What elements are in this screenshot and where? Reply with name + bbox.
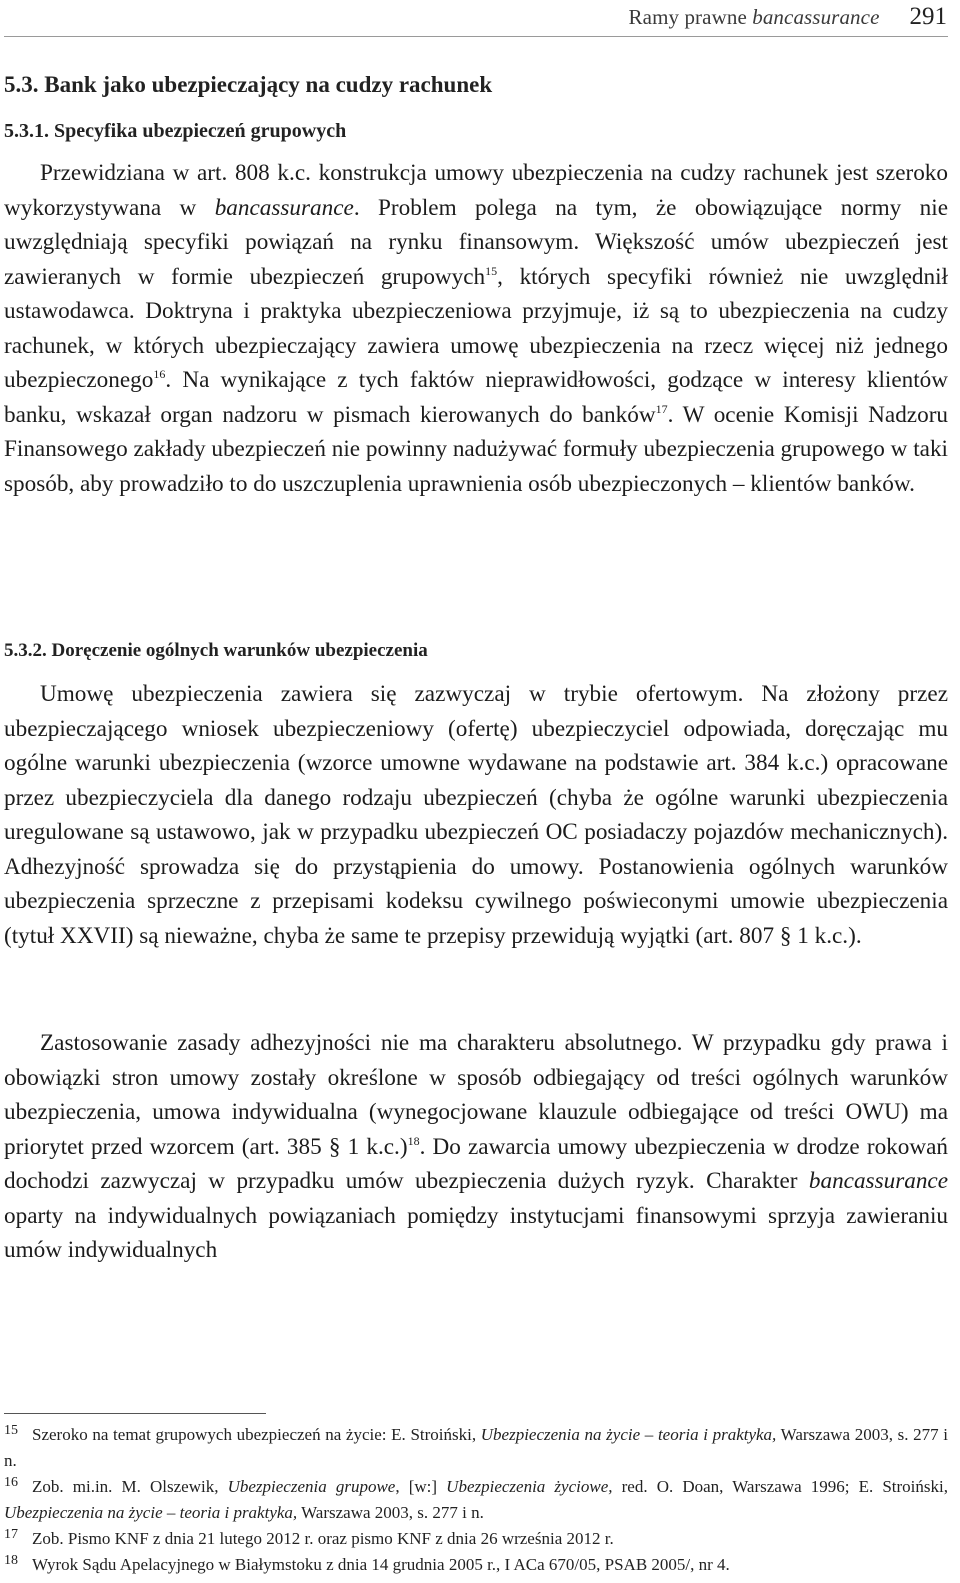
p3-text-1: Zastosowanie zasady adhezyjności nie ma charakteru absolutnego. W przypadku gdy prawa i obowiązki stron umowy zostały określone w sposób odbiegający od treści ogólnych warunków ubezpieczenia, umowa indywidualna (wynegocjowane klauzule odbiegające od treści OWU) ma priorytet przed wzorcem (art. 385 § 1 k.c.)	[4, 1030, 948, 1160]
footnote-ref-17[interactable]: 17	[655, 401, 668, 416]
p1-italic-term: bancassurance	[214, 194, 354, 221]
paragraph-3	[4, 1026, 948, 1268]
p1-text-3: , których specyfiki również nie uwzględnił ustawodawca. Doktryna i praktyka ubezpieczeniowa przyjmuje, iż są to ubezpieczenia na cudzy rachunek, w których ubezpieczający zawiera umowę ubezpieczenia na rzecz więcej niż jednego ubezpieczonego	[4, 263, 948, 393]
p1-text-4: . Na wynikające z tych faktów nieprawidłowości, godzące w interesy klientów banku, wskazał organ nadzoru w pismach kierowanych do banków	[4, 367, 948, 428]
footnote-16	[4, 1474, 948, 1526]
footnote-text: Zob. Pismo KNF z dnia 21 lutego 2012 r. oraz pismo KNF z dnia 26 września 2012 r.	[32, 1529, 614, 1548]
footnote-text: Warszawa 2003, s. 277 i n.	[4, 1425, 949, 1470]
footnote-text: red. O. Doan, Warszawa 1996; E. Stroiński,	[612, 1477, 948, 1496]
footnote-text: , [w:]	[395, 1477, 447, 1496]
footnote-15	[4, 1422, 948, 1474]
p1-text-5: . W ocenie Komisji Nadzoru Finansowego zakłady ubezpieczeń nie powinny nadużywać formuły ubezpieczenia grupowego w taki sposób, aby prowadziło to do uszczuplenia uprawnienia osób ubezpieczonych – klientów banków.	[4, 401, 949, 497]
paragraph-2: Umowę ubezpieczenia zawiera się zazwyczaj w trybie ofertowym. Na złożony przez ubezpieczającego wniosek ubezpieczeniowy (ofertę) ubezpieczyciel odpowiada, doręczając mu ogólne warunki ubezpieczenia (wzorce umowne wydawane na podstawie art. 384 k.c.) opracowane przez ubezpieczyciela dla danego rodzaju ubezpieczeń (chyba że ogólne warunki ubezpieczenia uregulowane są ustawowo, jak w przypadku ubezpieczeń OC posiadaczy pojazdów mechanicznych). Adhezyjność sprowadza się do przystąpienia do umowy. Postanowienia ogólnych warunków ubezpieczenia sprzeczne z przepisami kodeksu cywilnego poświeconymi umowie ubezpieczenia (tytuł XXVII) są nieważne, chyba że same te przepisy przewidują wyjątki (art. 807 § 1 k.c.).	[4, 681, 948, 949]
footnote-rule	[4, 1413, 266, 1414]
footnote-number: 18	[4, 1553, 18, 1568]
running-title-italic: bancassurance	[752, 5, 880, 29]
header-rule	[4, 36, 948, 37]
footnote-ref-18[interactable]: 18	[407, 1133, 420, 1148]
footnote-text: Szeroko na temat grupowych ubezpieczeń na życie: E. Stroiński,	[32, 1425, 481, 1444]
running-title	[629, 5, 880, 29]
subsection-heading-1: 5.3.1. Specyfika ubezpieczeń grupowych	[4, 120, 347, 142]
footnote-number: 16	[4, 1475, 18, 1490]
footnote-text: Wyrok Sądu Apelacyjnego w Białymstoku z dnia 14 grudnia 2005 r., I ACa 670/05, PSAB 2005/, nr 4.	[32, 1555, 730, 1574]
p1-text-1: Przewidziana w art. 808 k.c. konstrukcja umowy ubezpieczenia na cudzy rachunek jest szeroko wykorzystywana w	[4, 160, 948, 221]
footnote-17	[4, 1526, 948, 1552]
paragraph-1	[4, 156, 948, 501]
p3-italic-term: bancassurance	[808, 1168, 948, 1194]
page-number: 291	[909, 3, 947, 30]
footnote-number: 17	[4, 1527, 18, 1542]
footnote-ref-16[interactable]: 16	[153, 367, 166, 381]
p1-text-2: . Problem polega na tym, że obowiązujące normy nie uwzględniają specyfiki powiązań na rynku finansowym. Większość umów ubezpieczeń jest zawieranych w formie ubezpieczeń grupowych	[4, 194, 948, 290]
p3-text-3: oparty na indywidualnych powiązaniach pomiędzy instytucjami finansowymi sprzyja zawieraniu umów indywidualnych	[4, 1202, 948, 1263]
footnote-title: Ubezpieczenia grupowe	[227, 1477, 396, 1496]
footnote-text: Warszawa 2003, s. 277 i n.	[297, 1503, 484, 1522]
running-title-prefix: Ramy prawne	[628, 5, 753, 29]
footnote-title: Ubezpieczenia na życie – teoria i praktyka,	[4, 1503, 298, 1522]
footnote-text: Zob. mi.in. M. Olszewik,	[32, 1477, 228, 1496]
footnote-title: Ubezpieczenia na życie – teoria i praktyka,	[480, 1425, 777, 1444]
footnote-ref-15[interactable]: 15	[485, 263, 498, 278]
footnote-title: Ubezpieczenia życiowe,	[446, 1477, 613, 1496]
running-header	[0, 4, 947, 30]
section-heading: 5.3. Bank jako ubezpieczający na cudzy rachunek	[4, 72, 493, 97]
subsection-heading-2: 5.3.2. Doręczenie ogólnych warunków ubezpieczenia	[4, 640, 428, 661]
footnote-number: 15	[4, 1423, 18, 1438]
footnote-18	[4, 1552, 948, 1578]
p3-text-2: . Do zawarcia umowy ubezpieczenia w drodze rokowań dochodzi zazwyczaj w przypadku umów ubezpieczenia dużych ryzyk. Charakter	[4, 1133, 948, 1194]
